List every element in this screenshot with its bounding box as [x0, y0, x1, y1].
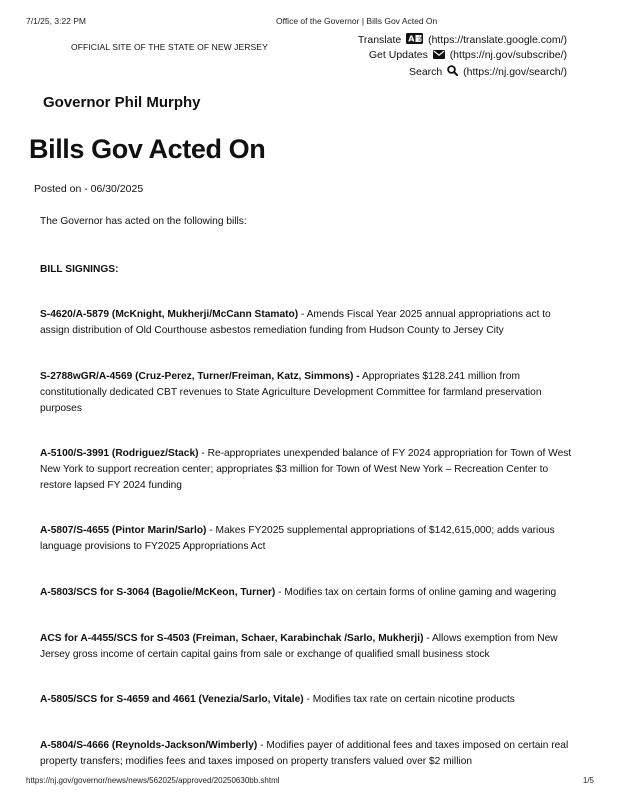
get-updates-link[interactable] — [369, 49, 567, 62]
get-updates-url: (https://nj.gov/subscribe/) — [449, 49, 567, 61]
governor-name[interactable]: Governor Phil Murphy — [43, 94, 201, 111]
posted-date: Posted on - 06/30/2025 — [34, 183, 144, 195]
get-updates-label: Get Updates — [368, 49, 428, 61]
bill-desc: - Modifies payer of additional fees and taxes imposed on certain real property transfers; modifies fees and taxes imposed on property transfers valued over $2 million — [40, 740, 569, 767]
bill-desc: - Amends Fiscal Year 2025 annual appropriations act to assign distribution of Old Courthouse asbestos remediation funding from Hudson County to Jersey City — [40, 309, 551, 336]
bill-id: A-5803/SCS for S-3064 (Bagolie/McKeon, Turner) — [40, 587, 276, 598]
bill-desc: - Modifies tax rate on certain nicotine products — [303, 694, 515, 705]
bill-id: A-5805/SCS for S-4659 and 4661 (Venezia/Sarlo, Vitale) — [40, 694, 304, 705]
search-url: (https://nj.gov/search/) — [463, 66, 567, 78]
bill-item — [40, 523, 580, 555]
translate-link[interactable] — [358, 33, 567, 47]
print-datetime: 7/1/25, 3:22 PM — [26, 16, 87, 26]
search-link[interactable] — [409, 65, 567, 79]
svg-text:文: 文 — [416, 35, 423, 44]
bill-item — [40, 585, 580, 601]
section-heading: BILL SIGNINGS: — [40, 264, 119, 275]
bill-desc: - Re-appropriates unexpended balance of FY 2024 appropriation for Town of West New York to support recreation center; appropriates $3 million for Town of West New York – Recreation Center to restore lapsed FY 2024 funding — [40, 448, 572, 491]
bill-item — [40, 631, 580, 663]
print-doc-title: Office of the Governor | Bills Gov Acted On — [276, 16, 438, 26]
translate-url: (https://translate.google.com/) — [428, 34, 567, 46]
bill-desc: - Makes FY2025 supplemental appropriations of $142,615,000; adds various language provisions to FY2025 Appropriations Act — [40, 525, 555, 552]
bill-item — [40, 307, 580, 339]
bill-id: A-5804/S-4666 (Reynolds-Jackson/Wimberly) — [40, 740, 258, 751]
bill-id: A-5807/S-4655 (Pintor Marin/Sarlo) — [40, 525, 207, 536]
print-footer-url: https://nj.gov/governor/news/news/562025/approved/20250630bb.shtml — [26, 776, 280, 785]
page-title: Bills Gov Acted On — [29, 134, 266, 164]
print-page-number: 1/5 — [582, 776, 594, 785]
search-icon — [447, 65, 458, 79]
bill-desc: Appropriates $128.241 million from constitutionally dedicated CBT revenues to State Agriculture Development Committee for farmland preservation purposes — [40, 371, 542, 414]
bill-id: ACS for A-4455/SCS for S-4503 (Freiman, Schaer, Karabinchak /Sarlo, Mukherji) — [40, 633, 424, 644]
intro-text: The Governor has acted on the following bills: — [40, 216, 247, 227]
envelope-icon — [433, 50, 445, 62]
bill-id: S-4620/A-5879 (McKnight, Mukherji/McCann Stamato) — [40, 309, 299, 320]
translate-icon — [406, 33, 423, 47]
search-label: Search — [408, 66, 443, 78]
official-site-label: OFFICIAL SITE OF THE STATE OF NEW JERSEY — [71, 42, 268, 52]
translate-label: Translate — [357, 34, 402, 46]
bill-item — [40, 738, 580, 770]
bill-id: S-2788wGR/A-4569 (Cruz-Perez, Turner/Freiman, Katz, Simmons) - — [40, 371, 360, 382]
bill-desc: - Allows exemption from New Jersey gross income of certain capital gains from sale or exchange of qualified small business stock — [40, 633, 558, 660]
svg-text:A: A — [408, 34, 415, 44]
bill-item — [40, 369, 580, 416]
bill-item — [40, 692, 580, 708]
bill-desc: - Modifies tax on certain forms of online gaming and wagering — [275, 587, 557, 598]
bill-id: A-5100/S-3991 (Rodriguez/Stack) — [40, 448, 199, 459]
bill-item — [40, 446, 580, 493]
